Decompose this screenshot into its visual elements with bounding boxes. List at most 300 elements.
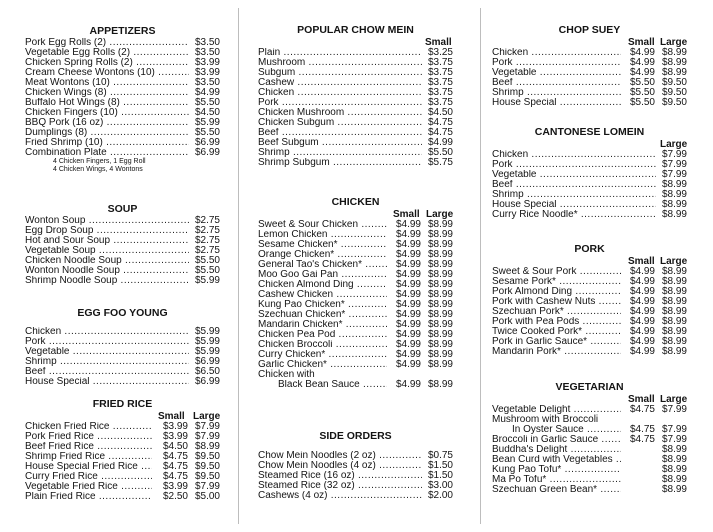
soup-list <box>25 216 220 286</box>
small-price: $4.50 <box>162 441 188 452</box>
item-name: Pork in Garlic Sauce* ..... <box>492 337 621 347</box>
large-price: $8.99 <box>427 319 453 330</box>
small-price: $3.99 <box>162 431 188 442</box>
small-price: $4.99 <box>629 326 655 337</box>
menu-item <box>25 38 220 48</box>
small-price: $4.99 <box>395 269 421 280</box>
small-price: $5.50 <box>629 87 655 98</box>
item-price: $7.99 <box>661 169 687 180</box>
small-price: $4.75 <box>629 424 655 435</box>
fried-rice-title: FRIED RICE <box>92 398 153 410</box>
menu-item <box>25 357 220 367</box>
menu-item <box>492 347 687 357</box>
item-name: Moo Goo Gai Pan ..... <box>258 270 387 280</box>
item-name: Beef ..... <box>25 367 189 377</box>
side-orders-section <box>258 430 453 501</box>
item-name: General Tao's Chicken* ..... <box>258 260 387 270</box>
menu-item <box>258 300 453 310</box>
item-price: $4.99 <box>427 137 453 148</box>
item-name: Chicken Pea Pod ..... <box>258 330 387 340</box>
item-name: Vegetable Egg Rolls (2) ..... <box>25 48 189 58</box>
item-price: $8.99 <box>661 189 687 200</box>
item-name: Chicken Fried Rice ..... <box>25 422 152 432</box>
small-price: $4.75 <box>162 461 188 472</box>
large-price: $9.50 <box>194 451 220 462</box>
menu-item <box>258 138 453 148</box>
menu-item <box>25 337 220 347</box>
item-name: House Special Fried Rice ..... <box>25 462 152 472</box>
item-name: Lemon Chicken ..... <box>258 230 387 240</box>
large-price: $8.99 <box>661 336 687 347</box>
menu-item <box>492 475 687 485</box>
menu-item <box>258 230 453 240</box>
item-name: Chow Mein Noodles (4 oz) ..... <box>258 461 422 471</box>
item-name: Shrimp ..... <box>492 190 656 200</box>
small-price: $4.99 <box>629 316 655 327</box>
large-price: $8.99 <box>661 464 687 475</box>
menu-item <box>492 425 687 435</box>
large-price: $9.50 <box>194 471 220 482</box>
small-price: $4.99 <box>395 289 421 300</box>
small-price: $4.99 <box>395 309 421 320</box>
item-price: $1.50 <box>427 460 453 471</box>
item-name: Mushroom ..... <box>258 58 422 68</box>
cantonese-lomein-list <box>492 150 687 220</box>
menu-item <box>492 267 687 277</box>
large-price: $8.99 <box>661 296 687 307</box>
menu-item <box>258 471 453 481</box>
item-price: $4.75 <box>427 127 453 138</box>
item-name: Cashews (4 oz) ..... <box>258 491 422 501</box>
menu-item <box>25 367 220 377</box>
large-price: $8.99 <box>661 474 687 485</box>
item-name: Bean Curd with Vegetables ..... <box>492 455 621 465</box>
menu-item <box>258 270 453 280</box>
item-price: $5.75 <box>427 157 453 168</box>
item-price: $5.99 <box>194 117 220 128</box>
chop-suey-header <box>492 37 687 48</box>
item-price: $3.75 <box>427 67 453 78</box>
item-price: $3.00 <box>427 480 453 491</box>
item-price: $2.75 <box>194 215 220 226</box>
menu-item <box>492 180 687 190</box>
menu-item <box>258 491 453 501</box>
large-price: $8.99 <box>427 249 453 260</box>
large-price: $8.99 <box>661 276 687 287</box>
vegetarian-header <box>492 394 687 405</box>
cantonese-lomein-title: CANTONESE LOMEIN <box>534 126 645 138</box>
menu-item <box>492 337 687 347</box>
item-name: Chicken Noodle Soup ..... <box>25 256 189 266</box>
menu-item <box>492 317 687 327</box>
item-price: $5.50 <box>427 147 453 158</box>
item-price: $6.99 <box>194 137 220 148</box>
menu-item <box>492 465 687 475</box>
menu-item <box>258 320 453 330</box>
menu-item <box>492 277 687 287</box>
combination-note: 4 Chicken Fingers, 1 Egg Roll <box>53 158 146 165</box>
large-price: $8.99 <box>427 379 453 390</box>
menu-item <box>25 226 220 236</box>
item-price: $5.50 <box>194 265 220 276</box>
large-price: $8.99 <box>427 269 453 280</box>
small-price: $4.99 <box>395 299 421 310</box>
item-name: Curry Fried Rice ..... <box>25 472 152 482</box>
item-name: Mandarin Chicken* ..... <box>258 320 387 330</box>
menu-item <box>25 236 220 246</box>
small-price: $4.99 <box>629 47 655 58</box>
item-name: Kung Pao Chicken* ..... <box>258 300 387 310</box>
soup-section <box>25 203 220 286</box>
menu-item <box>258 148 453 158</box>
menu-item <box>258 158 453 168</box>
item-name: Vegetable ..... <box>25 347 189 357</box>
chow-mein-header <box>258 37 453 48</box>
item-name: Egg Drop Soup ..... <box>25 226 189 236</box>
small-price: $4.99 <box>629 266 655 277</box>
item-price: $4.75 <box>427 117 453 128</box>
item-name: Dumplings (8) ..... <box>25 128 189 138</box>
chicken-list <box>258 220 453 370</box>
item-name: Beef Subgum ..... <box>258 138 422 148</box>
item-name: Chicken ..... <box>492 48 621 58</box>
item-name: Chicken ..... <box>258 88 422 98</box>
item-name: Vegetable Fried Rice ..... <box>25 482 152 492</box>
item-name: Pork Almond Ding ..... <box>492 287 621 297</box>
menu-item <box>25 377 220 387</box>
small-price: $4.99 <box>629 67 655 78</box>
small-price: $3.99 <box>162 421 188 432</box>
chicken-section <box>258 196 453 390</box>
side-orders-list <box>258 451 453 501</box>
item-price: $3.75 <box>427 57 453 68</box>
small-price: $4.75 <box>629 434 655 445</box>
item-name: Orange Chicken* ..... <box>258 250 387 260</box>
menu-item <box>492 48 687 58</box>
menu-item <box>258 461 453 471</box>
item-name: Chicken ..... <box>492 150 656 160</box>
large-price: $5.00 <box>194 491 220 502</box>
menu-item <box>258 451 453 461</box>
fried-rice-section <box>25 398 220 502</box>
menu-item <box>492 415 687 425</box>
item-name: Vegetable ..... <box>492 170 656 180</box>
item-price: $8.99 <box>661 179 687 190</box>
menu-item <box>25 327 220 337</box>
menu-item <box>25 256 220 266</box>
large-price: $8.99 <box>427 259 453 270</box>
menu-item <box>25 422 220 432</box>
chop-suey-list <box>492 48 687 108</box>
large-price: $7.99 <box>661 424 687 435</box>
small-price: $4.99 <box>395 229 421 240</box>
menu-item <box>25 108 220 118</box>
large-price: $7.99 <box>661 404 687 415</box>
menu-item <box>492 485 687 495</box>
menu-item <box>258 98 453 108</box>
item-price: $3.50 <box>194 77 220 88</box>
large-price: $9.50 <box>661 97 687 108</box>
item-name: Cream Cheese Wontons (10) ..... <box>25 68 189 78</box>
item-name: Pork with Cashew Nuts ..... <box>492 297 621 307</box>
menu-item <box>258 330 453 340</box>
item-name: Chicken ..... <box>25 327 189 337</box>
item-price: $5.99 <box>194 326 220 337</box>
menu-item <box>25 462 220 472</box>
large-price: $8.99 <box>427 329 453 340</box>
chicken-title: CHICKEN <box>331 196 380 208</box>
menu-item <box>25 432 220 442</box>
item-name: Buffalo Hot Wings (8) ..... <box>25 98 189 108</box>
item-name: Sweet & Sour Pork ..... <box>492 267 621 277</box>
item-price: $7.99 <box>661 159 687 170</box>
menu-item <box>258 88 453 98</box>
small-price: $4.75 <box>629 404 655 415</box>
menu-item <box>258 58 453 68</box>
item-name: Twice Cooked Pork* ..... <box>492 327 621 337</box>
item-price: $6.50 <box>194 366 220 377</box>
menu-item <box>25 138 220 148</box>
item-name: House Special ..... <box>25 377 189 387</box>
menu-item <box>492 68 687 78</box>
item-name: House Special ..... <box>492 200 656 210</box>
menu-item <box>25 266 220 276</box>
large-label: Large <box>660 394 688 405</box>
fried-rice-list <box>25 422 220 502</box>
item-name: Shrimp ..... <box>258 148 422 158</box>
large-price: $8.99 <box>427 229 453 240</box>
small-label: Small <box>628 394 655 405</box>
item-name: Chow Mein Noodles (2 oz) ..... <box>258 451 422 461</box>
item-name: Steamed Rice (32 oz) ..... <box>258 481 422 491</box>
large-price: $8.99 <box>427 289 453 300</box>
item-name: Chicken Fingers (10) ..... <box>25 108 189 118</box>
item-price: $2.75 <box>194 235 220 246</box>
item-price: $3.75 <box>427 77 453 88</box>
item-name: Pork with Pea Pods ..... <box>492 317 621 327</box>
item-name: Chicken Broccoli ..... <box>258 340 387 350</box>
item-price: $4.50 <box>194 107 220 118</box>
item-name: Pork Egg Rolls (2) ..... <box>25 38 189 48</box>
menu-item <box>492 445 687 455</box>
large-price: $7.99 <box>194 481 220 492</box>
pork-title: PORK <box>574 243 605 255</box>
large-price: $7.99 <box>194 431 220 442</box>
item-price: $3.75 <box>427 87 453 98</box>
small-price: $4.99 <box>395 319 421 330</box>
item-name: Shrimp Subgum ..... <box>258 158 422 168</box>
small-label: Small <box>628 37 655 48</box>
item-price: $5.99 <box>194 275 220 286</box>
item-name: Mandarin Pork* ..... <box>492 347 621 357</box>
item-name: Chicken Subgum ..... <box>258 118 422 128</box>
item-price: $4.99 <box>194 87 220 98</box>
item-price: $5.99 <box>194 346 220 357</box>
small-price: $4.99 <box>395 279 421 290</box>
item-name: Meat Wontons (10) ..... <box>25 78 189 88</box>
item-name: Kung Pao Tofu* ..... <box>492 465 621 475</box>
vegetarian-section <box>492 381 687 495</box>
small-price: $4.99 <box>395 219 421 230</box>
item-price: $3.25 <box>427 47 453 58</box>
item-price: $2.00 <box>427 490 453 501</box>
menu-item <box>25 98 220 108</box>
pork-header <box>492 256 687 267</box>
item-price: $0.75 <box>427 450 453 461</box>
item-name: Steamed Rice (16 oz) ..... <box>258 471 422 481</box>
small-label: Small <box>628 256 655 267</box>
small-price: $4.99 <box>629 57 655 68</box>
large-price: $8.99 <box>661 67 687 78</box>
item-name: Shrimp Noodle Soup ..... <box>25 276 189 286</box>
item-name: Broccoli in Garlic Sauce ..... <box>492 435 621 445</box>
item-price: $8.99 <box>661 199 687 210</box>
item-name: Chicken Almond Ding ..... <box>258 280 387 290</box>
menu-item <box>25 148 220 158</box>
item-name: Szechuan Chicken* ..... <box>258 310 387 320</box>
item-name: Combination Plate ..... <box>25 148 189 158</box>
large-price: $8.99 <box>661 316 687 327</box>
large-price: $8.99 <box>427 359 453 370</box>
item-name: Wonton Soup ..... <box>25 216 189 226</box>
large-price: $7.99 <box>661 434 687 445</box>
side-orders-title: SIDE ORDERS <box>319 430 392 442</box>
large-price: $8.99 <box>427 309 453 320</box>
vegetarian-title: VEGETARIAN <box>555 381 624 393</box>
item-name: Curry Chicken* ..... <box>258 350 387 360</box>
item-name: Shrimp ..... <box>25 357 189 367</box>
item-name: Beef Fried Rice ..... <box>25 442 152 452</box>
item-name: Vegetable Delight ..... <box>492 405 621 415</box>
menu-item <box>258 78 453 88</box>
column-divider <box>238 8 239 524</box>
small-price: $4.99 <box>395 379 421 390</box>
item-name: Pork Fried Rice ..... <box>25 432 152 442</box>
fried-rice-header <box>25 411 220 422</box>
vegetarian-list <box>492 435 687 495</box>
item-name: Pork ..... <box>25 337 189 347</box>
item-name: Shrimp ..... <box>492 88 621 98</box>
item-name: Sesame Chicken* ..... <box>258 240 387 250</box>
egg-foo-young-title: EGG FOO YOUNG <box>77 307 168 319</box>
egg-foo-young-list <box>25 327 220 387</box>
item-name: Chicken Spring Rolls (2) ..... <box>25 58 189 68</box>
item-price: $1.50 <box>427 470 453 481</box>
menu-item <box>258 340 453 350</box>
item-price: $6.99 <box>194 356 220 367</box>
column-divider <box>480 8 481 524</box>
menu-item <box>492 287 687 297</box>
small-price: $4.99 <box>395 249 421 260</box>
large-price: $9.50 <box>194 461 220 472</box>
large-price: $8.99 <box>661 57 687 68</box>
item-price: $3.50 <box>194 37 220 48</box>
item-price: $5.50 <box>194 97 220 108</box>
soup-title: SOUP <box>107 203 138 215</box>
large-price: $7.99 <box>194 421 220 432</box>
item-name: In Oyster Sauce ..... <box>492 425 621 435</box>
item-price: $3.75 <box>427 97 453 108</box>
item-name: House Special ..... <box>492 98 621 108</box>
large-price: $8.99 <box>661 454 687 465</box>
menu-item <box>492 210 687 220</box>
item-price: $5.50 <box>194 255 220 266</box>
menu-item <box>492 327 687 337</box>
menu-item <box>492 307 687 317</box>
large-label: Large <box>193 411 221 422</box>
small-price: $4.99 <box>629 336 655 347</box>
menu-item <box>25 482 220 492</box>
item-name: Beef ..... <box>492 180 656 190</box>
menu-item <box>258 250 453 260</box>
item-price: $2.75 <box>194 225 220 236</box>
menu-item <box>492 297 687 307</box>
chicken-header <box>258 209 453 220</box>
large-price: $8.99 <box>661 326 687 337</box>
small-price: $4.99 <box>395 359 421 370</box>
menu-item <box>258 108 453 118</box>
item-name: Szechuan Pork* ..... <box>492 307 621 317</box>
menu-item <box>258 48 453 58</box>
item-name: Garlic Chicken* ..... <box>258 360 387 370</box>
menu-item <box>25 118 220 128</box>
item-name: Szechuan Green Bean* ..... <box>492 485 621 495</box>
item-name: Chicken Mushroom ..... <box>258 108 422 118</box>
cantonese-lomein-section <box>492 126 687 220</box>
small-price: $4.99 <box>629 296 655 307</box>
chow-mein-list <box>258 48 453 168</box>
menu-item <box>25 452 220 462</box>
menu-item <box>25 78 220 88</box>
item-name: Beef ..... <box>492 78 621 88</box>
small-price: $4.99 <box>395 329 421 340</box>
large-price: $8.99 <box>661 306 687 317</box>
item-price: $7.99 <box>661 149 687 160</box>
item-name: Subgum ..... <box>258 68 422 78</box>
menu-item <box>492 190 687 200</box>
menu-item <box>492 200 687 210</box>
item-price: $6.99 <box>194 376 220 387</box>
large-label: Large <box>426 209 454 220</box>
menu-item <box>25 492 220 502</box>
item-name: Cashew Chicken ..... <box>258 290 387 300</box>
menu-item <box>492 88 687 98</box>
appetizers-title: APPETIZERS <box>89 25 156 37</box>
large-price: $9.50 <box>661 87 687 98</box>
item-name: Sweet & Sour Chicken ..... <box>258 220 387 230</box>
small-price: $3.99 <box>162 481 188 492</box>
menu-item <box>492 78 687 88</box>
item-price: $5.99 <box>194 336 220 347</box>
item-name: Chicken Wings (8) ..... <box>25 88 189 98</box>
item-name: Shrimp Fried Rice ..... <box>25 452 152 462</box>
small-price: $5.50 <box>629 97 655 108</box>
item-name: Sesame Pork* ..... <box>492 277 621 287</box>
item-name: Pork ..... <box>492 160 656 170</box>
menu-item <box>25 216 220 226</box>
small-price: $4.99 <box>629 286 655 297</box>
item-name: Vegetable ..... <box>492 68 621 78</box>
large-label: Large <box>660 37 688 48</box>
menu-item <box>258 380 453 390</box>
menu-item <box>258 481 453 491</box>
menu-item <box>258 370 453 380</box>
large-price: $8.99 <box>661 286 687 297</box>
menu-item <box>492 98 687 108</box>
menu-item <box>25 442 220 452</box>
menu-item <box>492 455 687 465</box>
item-name: Cashew ..... <box>258 78 422 88</box>
